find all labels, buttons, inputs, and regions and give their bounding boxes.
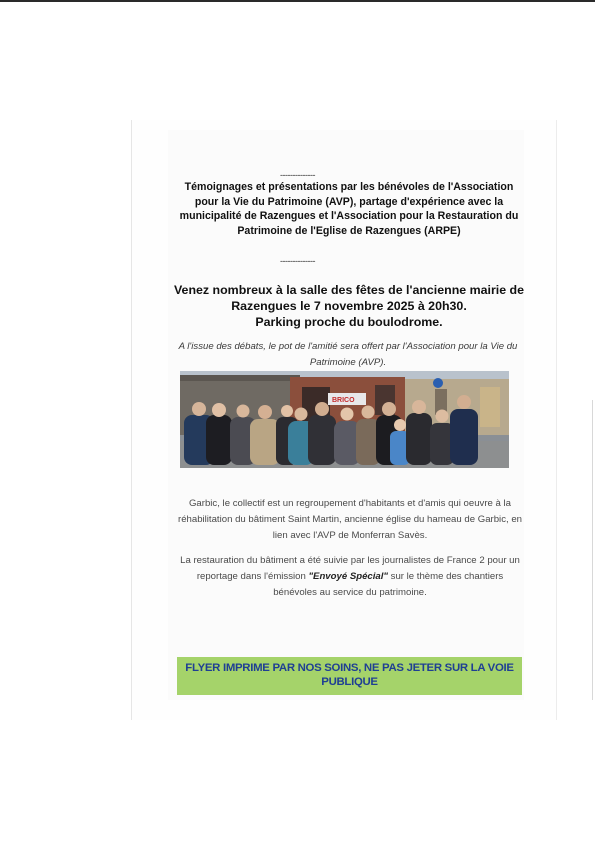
separator-top: -------------- (280, 170, 315, 180)
envoye-special-title: "Envoyé Spécial" (308, 570, 388, 582)
group-photo (180, 371, 509, 468)
print-notice-banner (177, 657, 522, 695)
reception-note-association: Association pour la Vie du Patrimoine (AVP). (309, 341, 518, 368)
reception-note-text: A l'issue des débats, le pot de l'amitié sera offert par l' (178, 341, 407, 352)
garbic-paragraph: Garbic, le collectif est un regroupement d'habitants et d'amis qui oeuvre à la réhabilitation du bâtiment Saint Martin, ancienne église du hameau de Garbic, en lien avec l'AVP de Monferran Savès. (178, 498, 522, 542)
france2-text: La restauration du bâtiment a été suivie par les journalistes de France 2 pour un reportage dans l'émission (180, 554, 520, 582)
collective-description (176, 496, 524, 609)
intro-paragraph: Témoignages et présentations par les bénévoles de l'Association pour la Vie du Patrimoine (AVP), partage d'expérience avec la municipalité de Razengues et l'Association pour la Restauration du Patrimoine de l'Eglise de Razengues (ARPE) (179, 181, 519, 237)
parking-info: Parking proche du boulodrome. (255, 315, 443, 329)
event-invitation (172, 282, 526, 330)
event-details: Venez nombreux à la salle des fêtes de l'ancienne mairie de Razengues le 7 novembre 2025 à 20h30. (173, 283, 525, 313)
separator-mid: -------------- (280, 256, 315, 266)
print-notice-line2: PUBLIQUE (321, 676, 378, 688)
print-notice-line1: FLYER IMPRIME PAR NOS SOINS, NE PAS JETER SUR LA VOIE (185, 662, 514, 674)
france2-text-end: sur le thème des chantiers bénévoles au service du patrimoine. (273, 570, 504, 599)
group-photo-image (180, 371, 509, 468)
photo-sign-text: BRICO (332, 397, 355, 404)
france2-paragraph (176, 553, 524, 602)
scan-edge-top (0, 0, 595, 2)
reception-note (176, 339, 520, 370)
scan-edge-right (592, 400, 593, 700)
